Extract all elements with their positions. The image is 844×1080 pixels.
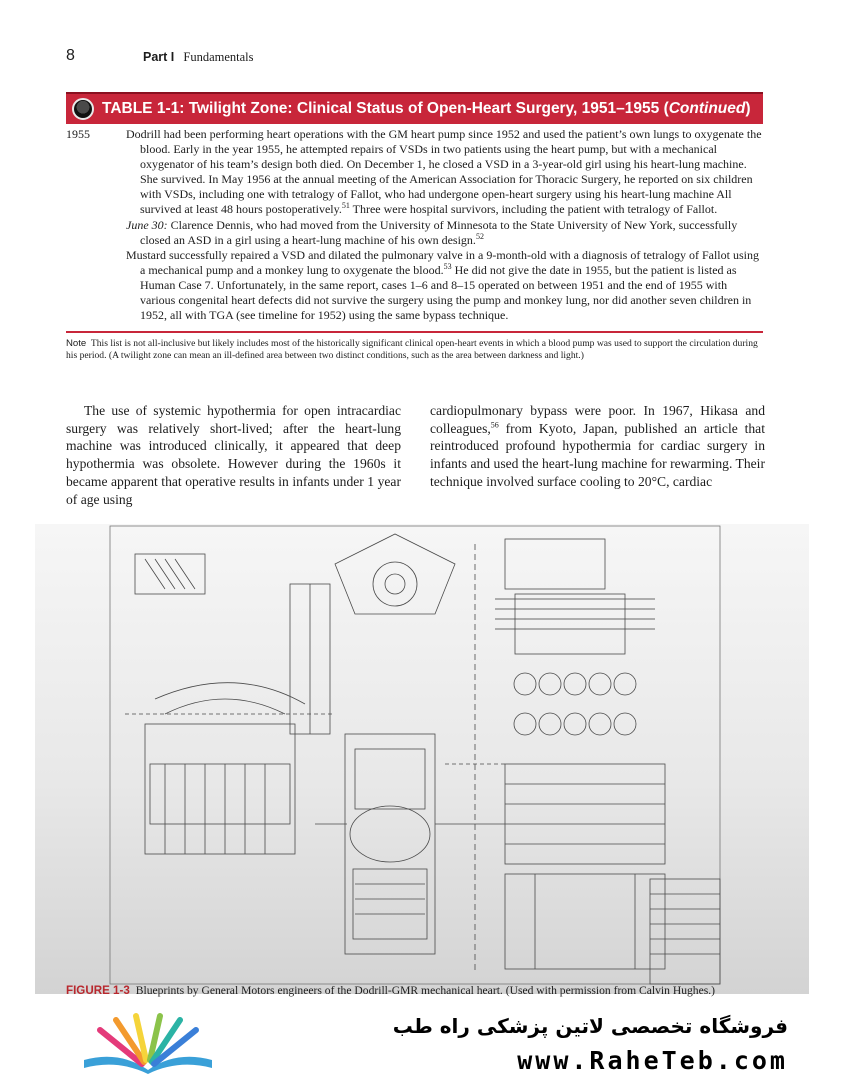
table-year: 1955 <box>66 127 90 141</box>
table-title: TABLE 1-1: Twilight Zone: Clinical Status of Open-Heart Surgery, 1951–1955 (Continued) <box>102 100 751 117</box>
body-column-right <box>430 402 765 491</box>
table-entry: June 30: Clarence Dennis, who had moved from the University of Minnesota to the State University of New York, successfully closed an ASD in a girl using a heart-lung machine of his own design.$^{52}$ <box>126 217 738 247</box>
table-note <box>66 338 763 361</box>
body-paragraph: cardiopulmonary bypass were poor. In 1967, Hikasa and colleagues,$^{56}$ from Kyoto, Japan, published an article that reintroduced profound hypothermia for cardiac surgery in infants and used the heart-lung machine for rewarming. Their technique involved surface cooling to 20°C, cardiac <box>430 403 765 489</box>
table-row <box>66 127 763 323</box>
figure-caption <box>66 984 806 997</box>
store-url: www.RaheTeb.com <box>517 1046 788 1075</box>
note-text: This list is not all-inclusive but likely includes most of the historically significant clinical open-heart events in which a blood pump was used to support the circulation during his period. (A twilight zone can mean an ill-defined area between two distinct conditions, such as the area between darkness and light.) <box>66 338 758 361</box>
table-entry: Mustard successfully repaired a VSD and dilated the pulmonary valve in a 9-month-old with a diagnosis of tetralogy of Fallot using a mechanical pump and a monkey lung to oxygenate the blood.$^{53}$ He did not give the date in 1955, but the patient is listed as Human Case 7. Unfortunately, in the same report, cases 1–6 and 8–15 operated on between 1951 and the end of 1955 with various congenital heart defects did not survive the surgery using the pump and monkey lung, nor did another seven children in 1952, all with TGA (see timeline for 1952) using the same bypass technique. <box>126 247 759 323</box>
figure-label: FIGURE 1-3 <box>66 984 130 997</box>
store-name: فروشگاه تخصصی لاتین پزشکی راه طب <box>392 1014 788 1038</box>
table-entries <box>126 127 763 323</box>
blueprint-drawing <box>35 524 809 994</box>
figure-blueprint-image <box>35 524 809 994</box>
running-head <box>143 50 254 65</box>
body-paragraph: The use of systemic hypothermia for open intracardiac surgery was relatively short-lived; after the heart-lung machine was introduced clinically, it appeared that deep hypothermia was obsolete. However during the 1960s it became apparent that operative results in infants under 1 year of age using <box>66 403 401 507</box>
note-label: Note <box>66 338 87 349</box>
table-entry: Dodrill had been performing heart operations with the GM heart pump since 1952 and used the patient’s own lungs to oxygenate the blood. Early in the year 1955, he attempted repairs of VSDs in two patients using the heart pump, but with a mechanical oxygenator of his team’s design both died. On December 1, he closed a VSD in a 3-year-old girl using his heart-lung machine. She survived. In May 1956 at the annual meeting of the American Association for Thoracic Surgery, he reported on six children with VSDs, including one with tetralogy of Fallot, who had undergone open-heart surgery using his heart-lung machine All survived at least 48 hours postoperatively.$^{51}$ Three were hospital survivors, including the patient with tetralogy of Fallot. <box>126 127 762 217</box>
section-name: Fundamentals <box>183 50 254 64</box>
body-column-left <box>66 402 401 508</box>
footer-text <box>393 1014 788 1075</box>
table-body <box>66 127 763 323</box>
table-bottom-rule <box>66 331 763 333</box>
book-logo-icon <box>78 1012 218 1079</box>
part-label: Part I <box>143 50 175 64</box>
table-title-bar <box>66 92 763 124</box>
page-number: 8 <box>66 47 75 64</box>
figure-caption-text: Blueprints by General Motors engineers of the Dodrill-GMR mechanical heart. (Used with permission from Calvin Hughes.) <box>135 984 716 997</box>
table-bullet-icon <box>72 98 94 120</box>
